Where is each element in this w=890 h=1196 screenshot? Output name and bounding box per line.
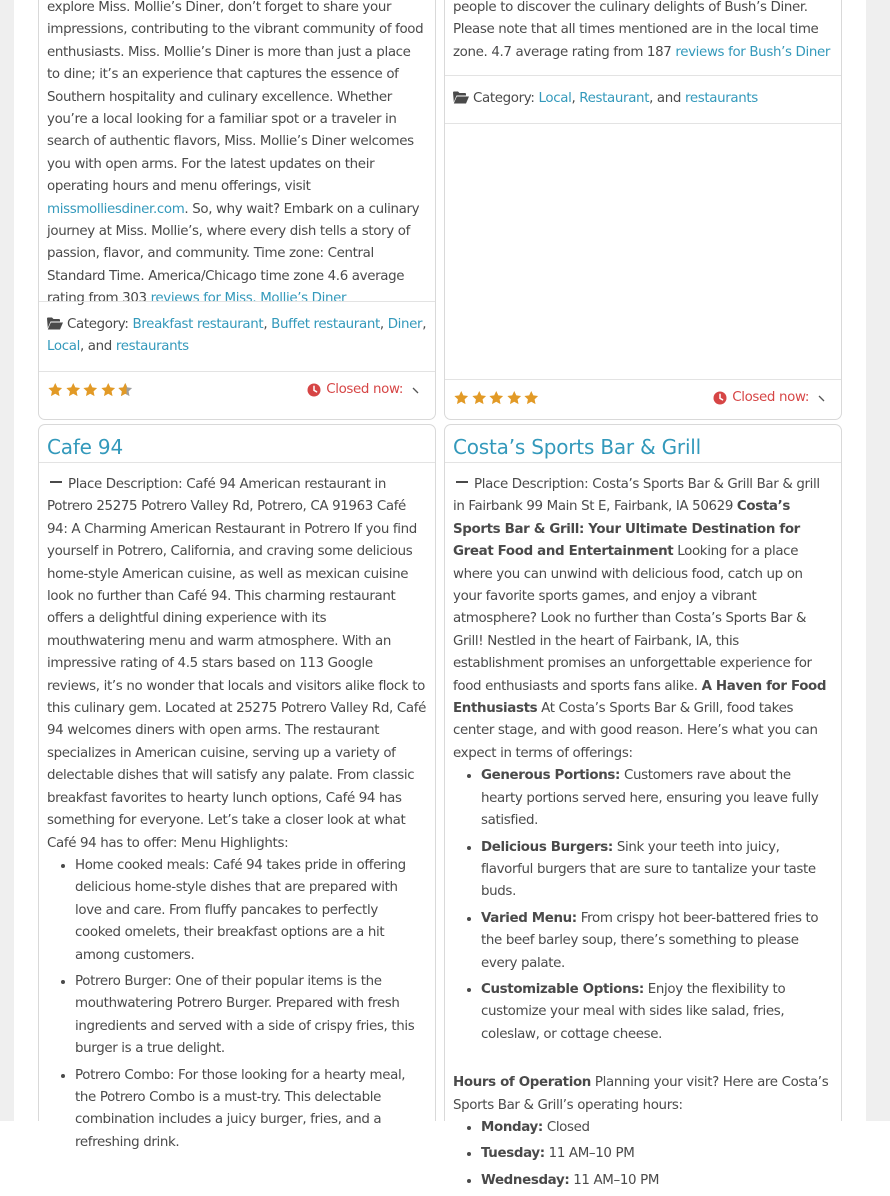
list-item: • Home cooked meals: Café 94 takes pride in offering delicious home-style dishes that are prepared with love and care. From fluffy pancakes to perfectly cooked omelets, their breakfast options are a hit among customers. bbox=[75, 855, 426, 967]
star-icon bbox=[65, 382, 82, 398]
star-icon bbox=[100, 382, 117, 398]
star-icon bbox=[47, 382, 64, 398]
star-icon bbox=[471, 390, 488, 406]
category-label: Category: bbox=[473, 91, 535, 106]
star-icon bbox=[506, 390, 523, 406]
description-text: . So, why wait? Embark on a culinary journey at Miss. Mollie’s, where every dish tells a story of passion, flavor, and community. Time zone: Central Standard Time. America/Chicago time zone 4.6 average rating from 303 bbox=[47, 201, 420, 307]
list-item: • Potrero Burger: One of their popular items is the mouthwatering Potrero Burger. Prepared with fresh ingredients and served with a side of crispy fries, this burger is a true delight. bbox=[75, 971, 426, 1061]
list-item bbox=[481, 979, 832, 1046]
hours-row bbox=[481, 1143, 832, 1165]
list-item-text: Enjoy the flexibility to customize your meal with sides like salad, fries, coleslaw, or cottage cheese. bbox=[481, 981, 786, 1042]
description-text: Planning your visit? Here are Costa’s Sports Bar & Grill’s operating hours: bbox=[453, 1075, 829, 1113]
page-gutter-right bbox=[866, 0, 890, 1121]
category-label: Category: bbox=[67, 317, 129, 332]
listing-card-costas-sports-bar bbox=[444, 424, 842, 1188]
page-gutter-left bbox=[0, 0, 14, 1121]
listing-title-text[interactable]: Cafe 94 bbox=[47, 435, 123, 459]
hours-day: Monday: bbox=[481, 1119, 543, 1135]
category-link-breakfast[interactable]: Breakfast restaurant bbox=[132, 317, 264, 332]
star-icon bbox=[453, 390, 470, 406]
listing-card-mollies-diner bbox=[38, 0, 436, 420]
and-text: , and bbox=[79, 339, 112, 355]
closed-now-label: Closed now: bbox=[326, 382, 403, 397]
star-rating bbox=[47, 382, 134, 398]
minus-icon[interactable] bbox=[456, 481, 468, 483]
hours-time: Closed bbox=[542, 1119, 590, 1135]
listing-card-bushs-diner bbox=[444, 0, 842, 420]
listing-title-text[interactable]: Costa’s Sports Bar & Grill bbox=[453, 435, 702, 459]
listing-description bbox=[453, 0, 832, 64]
clock-icon bbox=[713, 391, 727, 405]
star-icon bbox=[523, 390, 540, 406]
category-row: Category: Breakfast restaurant, Buffet restaurant, Diner, Local, and restaurants bbox=[39, 301, 435, 359]
list-item-text: Sink your teeth into juicy, flavorful burgers that are sure to tantalize your taste buds. bbox=[481, 839, 816, 900]
title-divider bbox=[445, 462, 841, 463]
list-item bbox=[481, 837, 832, 904]
list-item-label: Generous Portions: bbox=[481, 768, 621, 784]
listing-title[interactable] bbox=[47, 435, 123, 459]
hours-intro bbox=[453, 1072, 832, 1117]
description-text: explore Miss. Mollie’s Diner, don’t forget to share your impressions, contributing to the vibrant community of food enthusiasts. Miss. Mollie’s Diner is more than just a place to dine; it’s an experience that captures the essence of Southern hospitality and culinary excellence. Whether you’re a local looking for a familiar spot or a traveler in search of authentic flavors, Miss. Mollie’s Diner welcomes you with open arms. For the latest updates on their operating hours and menu offerings, visit bbox=[47, 0, 424, 195]
clock-icon bbox=[307, 383, 321, 397]
open-status bbox=[307, 382, 403, 397]
closed-now-label: Closed now: bbox=[732, 390, 809, 405]
minus-icon[interactable] bbox=[50, 481, 62, 483]
and-text: , and bbox=[649, 91, 682, 106]
category-link-local[interactable]: Local bbox=[47, 339, 80, 355]
list-item-label: Delicious Burgers: bbox=[481, 839, 613, 855]
menu-highlights-list bbox=[47, 855, 426, 1154]
listing-card-cafe-94 bbox=[38, 424, 436, 1150]
hours-day: Tuesday: bbox=[481, 1146, 545, 1162]
hours-row bbox=[481, 1117, 832, 1139]
list-item: • Potrero Combo: For those looking for a hearty meal, the Potrero Combo is a must-try. This delectable combination includes a juicy burger, fries, and a refreshing drink. bbox=[75, 1065, 426, 1155]
folder-open-icon bbox=[47, 317, 63, 330]
folder-open-icon bbox=[453, 91, 469, 104]
headline-text: Costa’s Sports Bar & Grill: Your Ultimate Destination for Great Food and Entertainment bbox=[453, 499, 800, 560]
category-link-restaurants[interactable]: restaurants bbox=[115, 339, 189, 355]
list-item-label: Varied Menu: bbox=[481, 910, 577, 926]
open-status bbox=[713, 390, 809, 405]
section-heading: A Haven for Food Enthusiasts bbox=[453, 678, 827, 717]
list-item bbox=[481, 908, 832, 975]
star-half-icon bbox=[117, 382, 134, 398]
description-text: Place Description: Costa’s Sports Bar & Grill Bar & grill in Fairbank 99 Main St E, Fairbank, IA 50629 bbox=[453, 477, 820, 515]
list-item-text: Customers rave about the hearty portions served here, ensuring you leave fully satisfied. bbox=[481, 768, 819, 829]
listing-description bbox=[47, 474, 426, 1158]
reviews-link[interactable]: reviews for Bush’s Diner bbox=[675, 44, 831, 60]
list-item-text: From crispy hot beer-battered fries to the beef barley soup, there’s something to please every palate. bbox=[481, 910, 819, 971]
category-link-restaurants[interactable]: restaurants bbox=[684, 91, 758, 106]
reviews-link[interactable]: reviews for Miss. Mollie’s Diner bbox=[150, 291, 347, 307]
star-icon bbox=[488, 390, 505, 406]
category-link-restaurant[interactable]: Restaurant bbox=[579, 91, 650, 106]
offerings-list bbox=[453, 765, 832, 1046]
hours-list bbox=[453, 1117, 832, 1192]
hours-day: Wednesday: bbox=[481, 1172, 570, 1188]
hours-row bbox=[481, 1170, 832, 1192]
hours-time: 11 AM–10 PM bbox=[569, 1172, 660, 1188]
caret-icon[interactable] bbox=[411, 385, 421, 395]
star-icon bbox=[82, 382, 99, 398]
category-row: Category: Local, Restaurant, and restaurants bbox=[445, 75, 841, 124]
list-item-label: Customizable Options: bbox=[481, 981, 644, 997]
description-text: At Costa’s Sports Bar & Grill, food takes center stage, and with good reason. Here’s what you can expect in terms of offerings: bbox=[453, 701, 818, 761]
card-footer bbox=[445, 379, 841, 419]
card-footer bbox=[39, 371, 435, 411]
category-link-diner[interactable]: Diner bbox=[387, 317, 423, 332]
list-item bbox=[481, 765, 832, 832]
hours-time: 11 AM–10 PM bbox=[544, 1146, 635, 1162]
category-link-buffet[interactable]: Buffet restaurant bbox=[271, 317, 380, 332]
category-link-local[interactable]: Local bbox=[538, 91, 572, 106]
title-divider bbox=[39, 462, 435, 463]
website-link[interactable]: missmolliesdiner.com bbox=[47, 201, 185, 217]
description-text: Place Description: Café 94 American restaurant in Potrero 25275 Potrero Valley Rd, Potrero, CA 91963 Café 94: A Charming American Restaurant in Potrero If you find yourself in Potrero, California, and craving some delicious home-style American cuisine, as well as mexican cuisine look no further than Café 94. This charming restaurant offers a delightful dining experience with its mouthwatering menu and warm atmosphere. With an impressive rating of 4.5 stars based on 113 Google reviews, it’s no wonder that locals and visitors alike flock to this culinary gem. Located at 25275 Potrero Valley Rd, Café 94 welcomes diners with open arms. The restaurant specializes in American cuisine, serving up a variety of delectable dishes that will satisfy any palate. From classic breakfast favorites to hearty lunch options, Café 94 has something for everyone. Let’s take a closer look at what Café 94 has to offer: Menu Highlights: bbox=[47, 477, 426, 851]
spacer bbox=[453, 1050, 832, 1072]
caret-icon[interactable] bbox=[817, 393, 827, 403]
section-heading: Hours of Operation bbox=[453, 1075, 591, 1091]
star-rating bbox=[453, 390, 540, 406]
description-text: people to discover the culinary delights of Bush’s Diner. Please note that all times mentioned are in the local time zone. 4.7 average rating from 187 bbox=[453, 0, 819, 60]
description-text: Looking for a place where you can unwind with delicious food, catch up on your favorite sports games, and enjoy a vibrant atmosphere? Look no further than Costa’s Sports Bar & Grill! Nestled in the heart of Fairbank, IA, this establishment promises an unforgettable experience for food enthusiasts and sports fans alike. bbox=[453, 544, 812, 694]
listing-description bbox=[47, 0, 426, 311]
listing-title[interactable] bbox=[453, 435, 701, 459]
listing-description bbox=[453, 474, 832, 1196]
